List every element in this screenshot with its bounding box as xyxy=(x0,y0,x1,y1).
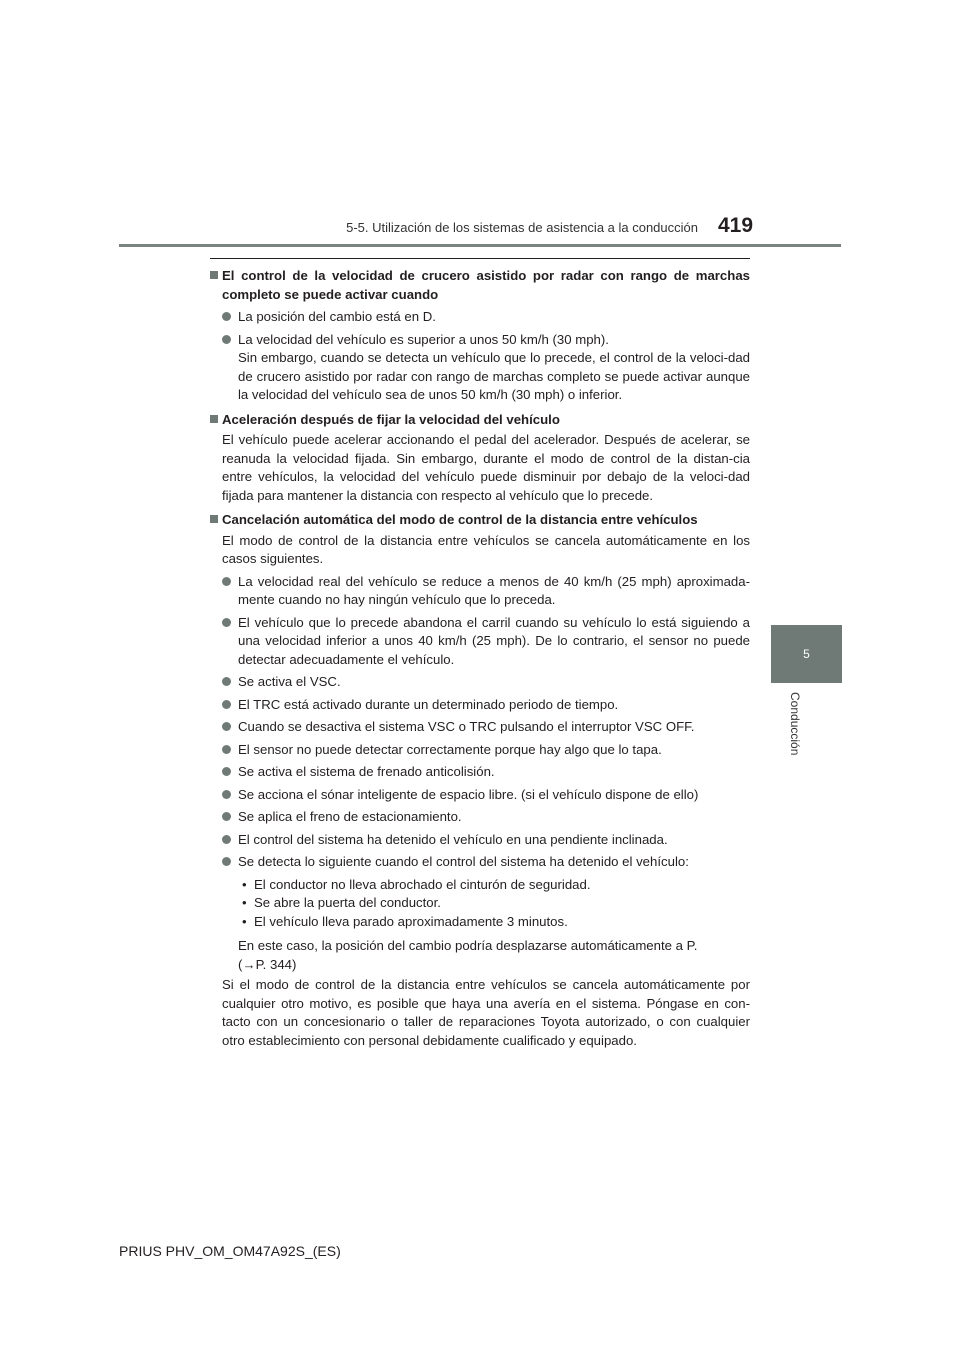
list-item-text: El sensor no puede detectar correctamente porque hay algo que lo tapa. xyxy=(238,741,662,757)
chapter-label: Conducción xyxy=(788,692,802,756)
page-number: 419 xyxy=(718,214,754,237)
list-item xyxy=(210,763,750,782)
circle-bullet-icon xyxy=(222,677,231,686)
heading-text: El control de la velocidad de crucero asistido por radar con rango de marchas completo se puede activar cuando xyxy=(222,268,750,302)
dot-bullet-icon: • xyxy=(242,876,247,892)
circle-bullet-icon xyxy=(222,812,231,821)
list-item-text: La posición del cambio está en D. xyxy=(238,309,436,324)
page-reference-link[interactable]: (→P. 344) xyxy=(238,956,297,972)
circle-bullet-icon xyxy=(222,722,231,731)
note-text: En este caso, la posición del cambio podría desplazarse automáticamente a P. xyxy=(238,938,698,953)
header-rule xyxy=(119,244,841,247)
list-item xyxy=(210,831,750,850)
list-item xyxy=(210,308,750,327)
closing-paragraph: Si el modo de control de la distancia entre vehículos se cancela automáticamente por cualquier otro motivo, es posible que haya una avería en el sistema. Póngase en con-tacto con un concesionario o taller de reparaciones Toyota autorizado, o con cualquier otro establecimiento con personal debidamente cualificado y equipado. xyxy=(222,977,750,1048)
list-item xyxy=(210,741,750,760)
list-item-text: La velocidad del vehículo es superior a unos 50 km/h (30 mph). xyxy=(238,331,609,347)
heading-text: Aceleración después de fijar la velocidad del vehículo xyxy=(222,411,560,427)
sub-list-item xyxy=(238,913,750,932)
sub-list-item-text: El vehículo lleva parado aproximadamente 3 minutos. xyxy=(254,913,568,929)
list-item-text: Se activa el sistema de frenado anticolisión. xyxy=(238,764,495,779)
square-bullet-icon xyxy=(210,271,218,279)
chapter-tab[interactable] xyxy=(771,625,842,683)
sub-list xyxy=(210,876,750,932)
list-item-text: El control del sistema ha detenido el vehículo en una pendiente inclinada. xyxy=(238,831,668,847)
list-item-text: El vehículo que lo precede abandona el carril cuando su vehículo lo está siguiendo a una velocidad inferior a unos 40 km/h (25 mph). De lo contrario, el sensor no puede detectar adecuadamente el vehículo. xyxy=(238,614,750,667)
document-code: PRIUS PHV_OM_OM47A92S_(ES) xyxy=(119,1243,341,1259)
list-item xyxy=(210,331,750,405)
paragraph: El vehículo puede acelerar accionando el pedal del acelerador. Después de acelerar, se reanuda la velocidad fijada. Sin embargo, durante el modo de control de la distan-cia entre vehículos, la velocidad del vehículo puede disminuir por debajo de la veloci-dad fijada para mantener la distancia con respecto al vehículo que lo precede. xyxy=(222,432,750,503)
list-item xyxy=(210,718,750,737)
section-heading xyxy=(210,411,750,430)
section-heading xyxy=(210,267,750,304)
section-heading xyxy=(210,511,750,530)
list-item xyxy=(210,614,750,670)
circle-bullet-icon xyxy=(222,335,231,344)
chapter-number: 5 xyxy=(803,647,810,661)
list-item-text: Cuando se desactiva el sistema VSC o TRC pulsando el interruptor VSC OFF. xyxy=(238,719,695,734)
sub-list-item-text: Se abre la puerta del conductor. xyxy=(254,895,441,910)
list-item-text: Se activa el VSC. xyxy=(238,674,341,689)
square-bullet-icon xyxy=(210,515,218,523)
circle-bullet-icon xyxy=(222,700,231,709)
dot-bullet-icon: • xyxy=(242,895,247,910)
circle-bullet-icon xyxy=(222,312,231,321)
circle-bullet-icon xyxy=(222,835,231,844)
list-item-text: La velocidad real del vehículo se reduce a menos de 40 km/h (25 mph) aproximada-mente cuando no hay ningún vehículo que lo preceda. xyxy=(238,573,750,607)
circle-bullet-icon xyxy=(222,618,231,627)
list-item xyxy=(210,573,750,610)
sub-list-item xyxy=(238,894,750,913)
sub-list-item-text: El conductor no lleva abrochado el cinturón de seguridad. xyxy=(254,876,591,892)
list-item-text: Se detecta lo siguiente cuando el control del sistema ha detenido el vehículo: xyxy=(238,854,689,869)
list-item-continuation: Sin embargo, cuando se detecta un vehículo que lo precede, el control de la veloci-dad de crucero asistido por radar con rango de marchas completo se puede activar aunque la velocidad del vehículo sea de unos 50 km/h (30 mph) o inferior. xyxy=(238,350,750,402)
circle-bullet-icon xyxy=(222,767,231,776)
list-item xyxy=(210,808,750,827)
list-item-text: Se acciona el sónar inteligente de espacio libre. (si el vehículo dispone de ello) xyxy=(238,786,699,802)
section-title: 5-5. Utilización de los sistemas de asistencia a la conducción xyxy=(346,220,698,235)
paragraph: El modo de control de la distancia entre vehículos se cancela automáticamente en los casos siguientes. xyxy=(222,532,750,566)
heading-text: Cancelación automática del modo de control de la distancia entre vehículos xyxy=(222,512,698,527)
list-item xyxy=(210,853,750,872)
note xyxy=(210,937,750,974)
list-item-text: Se aplica el freno de estacionamiento. xyxy=(238,809,462,824)
square-bullet-icon xyxy=(210,415,218,423)
list-item xyxy=(210,786,750,805)
main-content xyxy=(210,258,750,1050)
list-item-text: El TRC está activado durante un determinado periodo de tiempo. xyxy=(238,696,619,712)
list-item xyxy=(210,696,750,715)
circle-bullet-icon xyxy=(222,577,231,586)
dot-bullet-icon: • xyxy=(242,913,247,929)
list-item xyxy=(210,673,750,692)
circle-bullet-icon xyxy=(222,857,231,866)
sub-list-item xyxy=(238,876,750,895)
circle-bullet-icon xyxy=(222,790,231,799)
circle-bullet-icon xyxy=(222,745,231,754)
